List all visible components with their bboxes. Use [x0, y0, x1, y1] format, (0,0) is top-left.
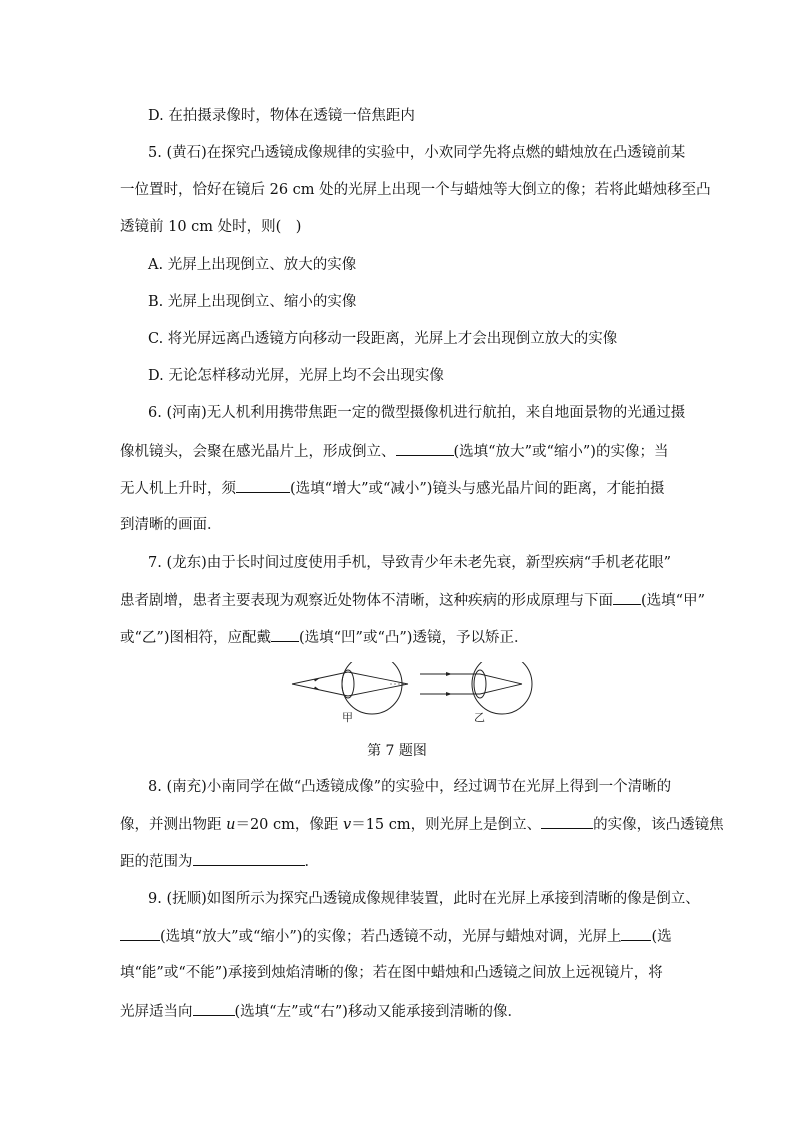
q8-line-2-text-a: 像，并测出物距 — [120, 817, 227, 833]
q5-option-b: B. 光屏上出现倒立、缩小的实像 — [148, 294, 357, 310]
q8-line-1: 8. (南充)小南同学在做“凸透镜成像”的实验中，经过调节在光屏上得到一个清晰的 — [148, 779, 672, 795]
q5-option-c: C. 将光屏远离凸透镜方向移动一段距离，光屏上才会出现倒立放大的实像 — [148, 331, 618, 347]
eye-diagram-right — [420, 662, 532, 714]
q6-line-2-text-a: 像机镜头，会聚在感光晶片上，形成倒立、 — [120, 444, 396, 460]
q9-line-4-text-b: (选填“左”或“右”)移动又能承接到清晰的像． — [234, 1004, 522, 1020]
q8-line-2-text-d: 的实像，该凸透镜焦 — [593, 817, 724, 833]
q7-blank-1 — [613, 590, 641, 605]
figure-label-left: 甲 — [342, 711, 353, 724]
q5-line-1: 5. (黄石)在探究凸透镜成像规律的实验中，小欢同学先将点燃的蜡烛放在凸透镜前某 — [148, 145, 686, 161]
q6-line-1: 6. (河南)无人机利用携带焦距一定的微型摄像机进行航拍，来自地面景物的光通过摄 — [148, 405, 686, 421]
q9-line-2-text-a: (选填“放大”或“缩小”)的实像；若凸透镜不动，光屏与蜡烛对调，光屏上 — [160, 929, 622, 945]
q9-line-4-text-a: 光屏适当向 — [120, 1004, 193, 1020]
q6-line-2 — [120, 441, 668, 462]
q8-line-2 — [120, 814, 724, 835]
q6-line-2-text-b: (选填“放大”或“缩小”)的实像；当 — [453, 444, 669, 460]
q5-option-d: D. 无论怎样移动光屏，光屏上均不会出现实像 — [148, 368, 444, 384]
q9-blank-2 — [621, 926, 651, 941]
q9-line-4 — [120, 1001, 522, 1022]
figure-label-right: 乙 — [474, 711, 485, 724]
q6-line-3 — [120, 478, 664, 499]
q8-blank-1 — [541, 814, 593, 829]
q8-blank-2 — [193, 851, 305, 866]
figure-caption: 第 7 题图 — [367, 743, 427, 759]
q9-line-2-text-b: (选 — [651, 929, 672, 945]
q4-option-d: D. 在拍摄录像时，物体在透镜一倍焦距内 — [148, 108, 415, 124]
q5-line-3: 透镜前 10 cm 处时，则( ) — [120, 219, 302, 235]
q8-line-3-text-a: 距的范围为 — [120, 854, 193, 870]
q9-line-2 — [120, 926, 672, 947]
q8-symbol-v: v — [343, 817, 352, 833]
q9-blank-3 — [193, 1001, 235, 1016]
q7-line-2-text-a: 患者剧增，患者主要表现为观察近处物体不清晰，这种疾病的形成原理与下面 — [120, 593, 613, 609]
q5-line-2: 一位置时，恰好在镜后 26 cm 处的光屏上出现一个与蜡烛等大倒立的像；若将此蜡烛移至凸 — [120, 182, 711, 198]
eye-diagram-figure — [280, 662, 540, 732]
eye-diagram-left — [292, 662, 408, 714]
q8-line-2-text-c: ＝15 cm，则光屏上是倒立、 — [351, 817, 542, 833]
q8-symbol-u: u — [226, 817, 236, 833]
q7-line-3 — [120, 627, 528, 648]
q9-line-1: 9. (抚顺)如图所示为探究凸透镜成像规律装置，此时在光屏上承接到清晰的像是倒立、 — [148, 891, 700, 907]
q7-line-2-text-b: (选填“甲” — [641, 593, 705, 609]
q7-line-1: 7. (龙东)由于长时间过度使用手机，导致青少年未老先衰，新型疾病“手机老花眼” — [148, 555, 672, 571]
q7-line-3-text-b: (选填“凹”或“凸”)透镜，予以矫正． — [298, 630, 529, 646]
q7-blank-2 — [271, 627, 299, 642]
q7-line-3-text-a: 或“乙”)图相符，应配戴 — [120, 630, 271, 646]
q8-line-3 — [120, 851, 319, 872]
q8-line-2-text-b: ＝20 cm，像距 — [235, 817, 343, 833]
q9-line-3: 填“能”或“不能”)承接到烛焰清晰的像；若在图中蜡烛和凸透镜之间放上远视镜片，将 — [120, 965, 663, 981]
q6-blank-1 — [396, 441, 454, 456]
q6-blank-2 — [236, 478, 290, 493]
q6-line-3-text-a: 无人机上升时，须 — [120, 481, 236, 497]
q6-line-4: 到清晰的画面． — [120, 517, 222, 533]
q9-blank-1 — [120, 926, 160, 941]
q5-option-a: A. 光屏上出现倒立、放大的实像 — [148, 257, 357, 273]
q7-line-2 — [120, 590, 705, 611]
q8-line-3-text-b: ． — [304, 854, 319, 870]
q6-line-3-text-b: (选填“增大”或“减小”)镜头与感光晶片间的距离，才能拍摄 — [290, 481, 665, 497]
